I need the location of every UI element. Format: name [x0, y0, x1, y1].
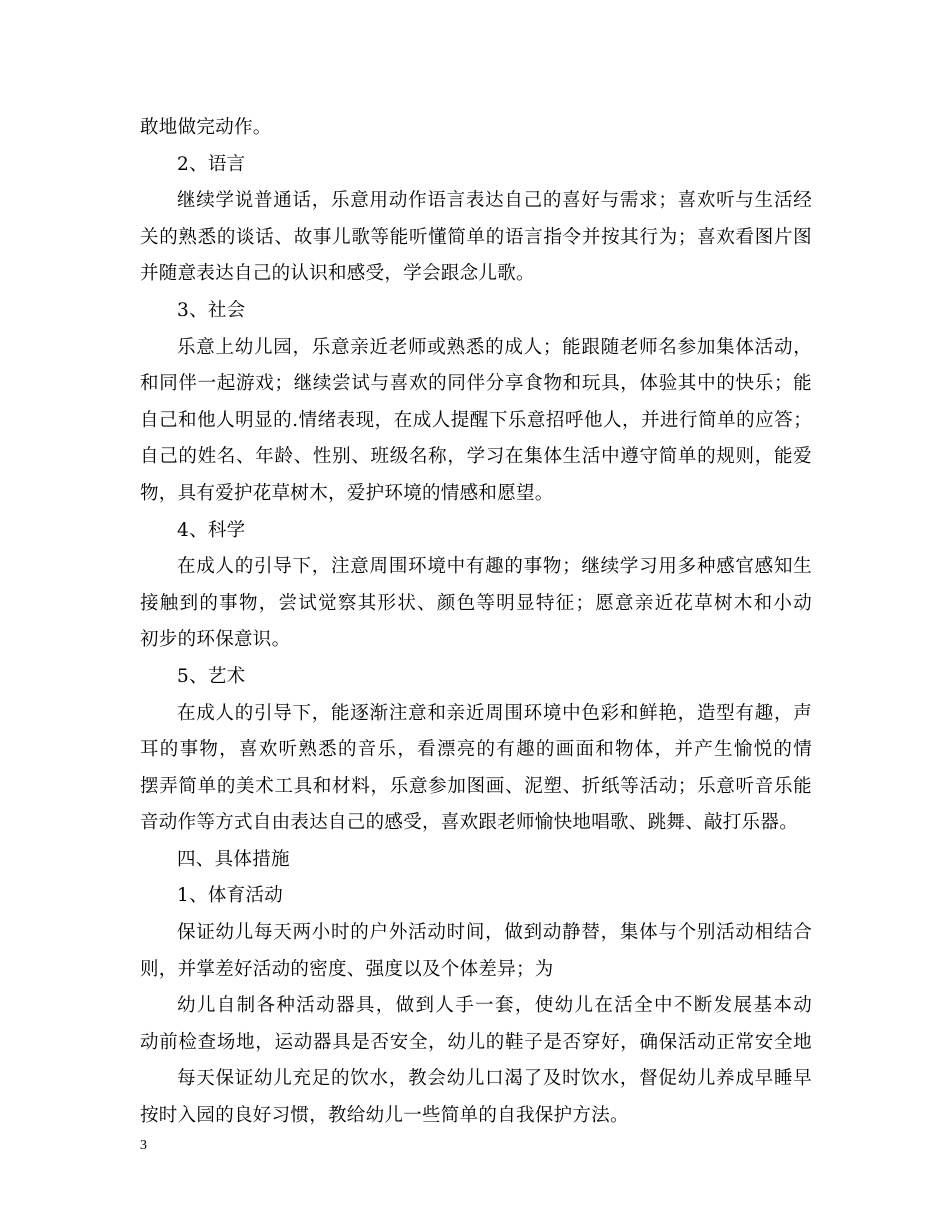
section-heading-science: 4、科学: [177, 519, 246, 541]
text-line: 动前检查场地，运动器具是否安全，幼儿的鞋子是否穿好，确保活动正常安全地: [140, 1031, 812, 1053]
text-line: 则，并掌差好活动的密度、强度以及个体差异；为: [140, 958, 554, 980]
text-line: 在成人的引导下，注意周围环境中有趣的事物；继续学习用多种感官感知生: [177, 556, 812, 578]
section-heading-art: 5、艺术: [177, 665, 246, 687]
text-line: 摆弄简单的美术工具和材料，乐意参加图画、泥塑、折纸等活动；乐意听音乐能: [140, 775, 812, 797]
text-line: 保证幼儿每天两小时的户外活动时间，做到动静替，集体与个别活动相结合: [177, 922, 812, 944]
text-line: 音动作等方式自由表达自己的感受，喜欢跟老师愉快地唱歌、跳舞、敲打乐器。: [140, 812, 799, 834]
section-heading-measures: 四、具体措施: [177, 848, 290, 870]
text-line: 并随意表达自己的认识和感受，学会跟念儿歌。: [140, 263, 535, 285]
text-line: 关的熟悉的谈话、故事儿歌等能听懂简单的语言指令并按其行为；喜欢看图片图: [140, 226, 812, 248]
text-line: 物，具有爱护花草树木，爱护环境的情感和愿望。: [140, 482, 554, 504]
text-line: 敢地做完动作。: [140, 117, 272, 138]
section-heading-language: 2、语言: [177, 153, 246, 175]
page-number: 3: [140, 1138, 147, 1153]
document-body: [140, 110, 812, 1135]
text-line: 每天保证幼儿充足的饮水，教会幼儿口渴了及时饮水，督促幼儿养成早睡早: [177, 1068, 812, 1090]
text-line: 初步的环保意识。: [140, 629, 291, 651]
text-line: 接触到的事物，尝试觉察其形状、颜色等明显特征；愿意亲近花草树木和小动: [140, 592, 812, 614]
text-line: 自己和他人明显的.情绪表现，在成人提醒下乐意招呼他人，并进行简单的应答；: [140, 409, 812, 431]
text-line: 继续学说普通话，乐意用动作语言表达自己的喜好与需求；喜欢听与生活经: [177, 190, 812, 212]
section-heading-social: 3、社会: [177, 299, 246, 321]
text-line: 自己的姓名、年龄、性别、班级名称，学习在集体生活中遵守简单的规则，能爱: [140, 446, 812, 468]
section-heading-pe: 1、体育活动: [177, 885, 284, 907]
text-line: 乐意上幼儿园，乐意亲近老师或熟悉的成人；能跟随老师名参加集体活动，: [177, 336, 812, 358]
text-line: 按时入园的良好习惯，教给幼儿一些简单的自我保护方法。: [140, 1105, 629, 1127]
text-line: 幼儿自制各种活动器具，做到人手一套，使幼儿在活全中不断发展基本动: [177, 995, 812, 1017]
text-line: 在成人的引导下，能逐渐注意和亲近周围环境中色彩和鲜艳，造型有趣，声: [177, 702, 812, 724]
text-line: 和同伴一起游戏；继续尝试与喜欢的同伴分享食物和玩具，体验其中的快乐；能: [140, 373, 812, 395]
text-line: 耳的事物，喜欢听熟悉的音乐，看漂亮的有趣的画面和物体，并产生愉悦的情: [140, 739, 812, 761]
